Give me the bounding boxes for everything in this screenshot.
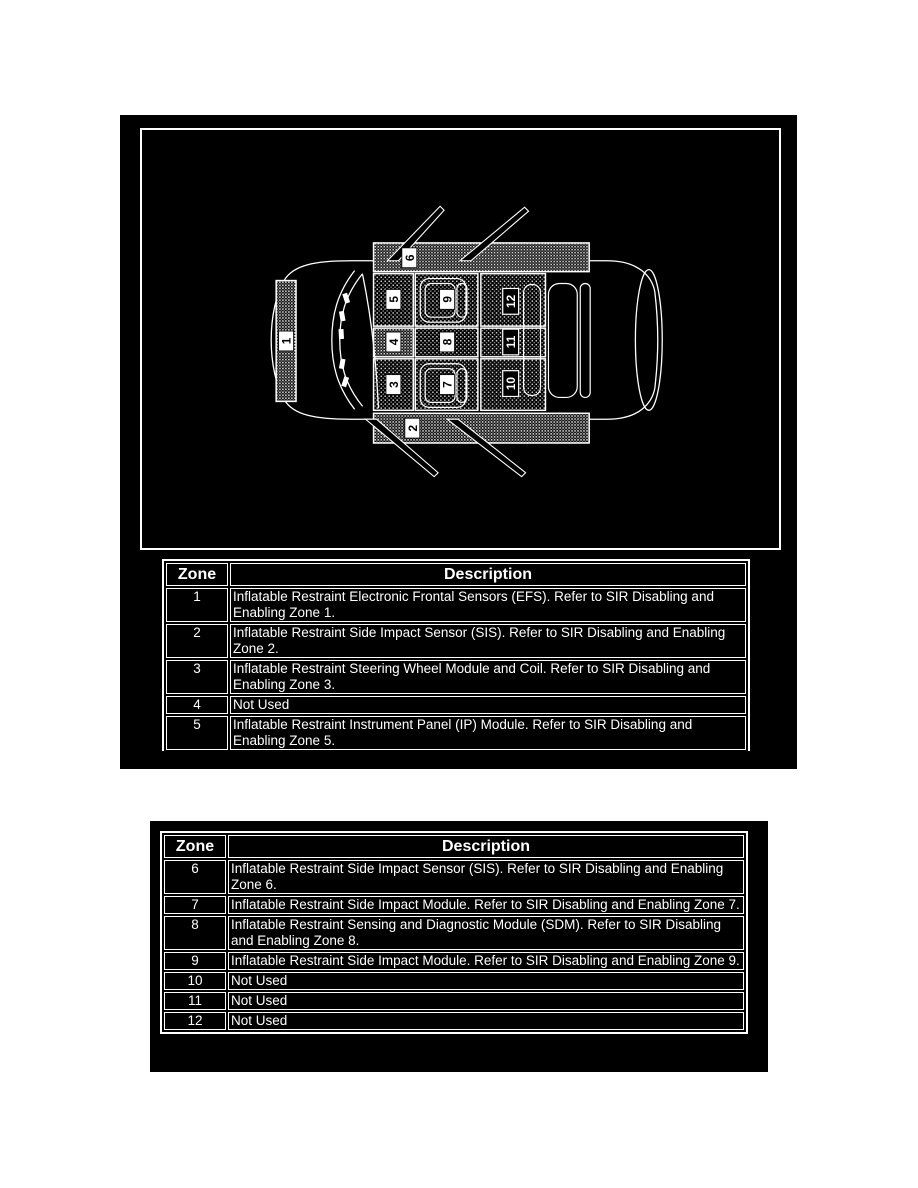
table-row (166, 716, 746, 750)
zone-column-header: Zone (166, 563, 228, 586)
svg-text:10: 10 (504, 376, 519, 391)
zone-cell: 6 (164, 860, 226, 894)
table-row (164, 972, 744, 990)
svg-text:5: 5 (386, 296, 401, 303)
description-cell: Inflatable Restraint Sensing and Diagnostic Module (SDM). Refer to SIR Disabling and Enabling Zone 8. (228, 916, 744, 950)
zone-table-1 (162, 559, 750, 751)
svg-text:3: 3 (386, 381, 401, 388)
table-row (164, 916, 744, 950)
svg-text:7: 7 (440, 381, 455, 388)
zone-cell: 5 (166, 716, 228, 750)
zone-cell: 3 (166, 660, 228, 694)
zone-11-label (503, 329, 519, 355)
zone-cell: 11 (164, 992, 226, 1010)
diagram-panel (120, 115, 797, 769)
description-cell: Not Used (228, 992, 744, 1010)
zone-cell: 4 (166, 696, 228, 714)
zone-cell: 12 (164, 1012, 226, 1030)
description-column-header: Description (228, 835, 744, 858)
zone-2-label (405, 418, 420, 438)
svg-text:8: 8 (440, 338, 455, 346)
zone-cell: 1 (166, 588, 228, 622)
zone-cell: 9 (164, 952, 226, 970)
zone-cell: 8 (164, 916, 226, 950)
svg-text:9: 9 (440, 296, 455, 303)
zone-12-label (503, 288, 519, 314)
zone-3-label (386, 375, 401, 395)
wiper-blade (339, 329, 344, 339)
windshield-inner-arc (340, 274, 363, 407)
zone-9-label (440, 289, 455, 309)
table-row (164, 992, 744, 1010)
zone-column-header: Zone (164, 835, 226, 858)
vehicle-top-view-diagram (142, 130, 779, 548)
table-row (166, 660, 746, 694)
vehicle-diagram-frame (140, 128, 781, 550)
zone-4-label (386, 332, 401, 352)
zone-1-label (279, 331, 294, 351)
description-cell: Not Used (228, 972, 744, 990)
zone-10-label (503, 371, 519, 397)
description-cell: Inflatable Restraint Instrument Panel (IP) Module. Refer to SIR Disabling and Enabling Zone 5. (230, 716, 746, 750)
description-cell: Inflatable Restraint Steering Wheel Module and Coil. Refer to SIR Disabling and Enabling Zone 3. (230, 660, 746, 694)
description-cell: Inflatable Restraint Side Impact Module. Refer to SIR Disabling and Enabling Zone 7. (228, 896, 744, 914)
zone-table-1-container (162, 559, 754, 751)
zone-6-label (402, 248, 417, 268)
description-cell: Inflatable Restraint Electronic Frontal Sensors (EFS). Refer to SIR Disabling and Enabling Zone 1. (230, 588, 746, 622)
zone-8-label (440, 332, 455, 352)
description-cell: Not Used (230, 696, 746, 714)
table-row (164, 1012, 744, 1030)
zone-5-label (386, 289, 401, 309)
svg-text:11: 11 (504, 335, 519, 349)
zone-cell: 7 (164, 896, 226, 914)
table-header-row (164, 835, 744, 858)
description-cell: Not Used (228, 1012, 744, 1030)
description-cell: Inflatable Restraint Side Impact Sensor (SIS). Refer to SIR Disabling and Enabling Zone 2. (230, 624, 746, 658)
wiper-blade (339, 311, 346, 322)
svg-text:12: 12 (504, 294, 519, 308)
zone-table-2-panel (150, 821, 768, 1072)
description-cell: Inflatable Restraint Side Impact Sensor (SIS). Refer to SIR Disabling and Enabling Zone 6. (228, 860, 744, 894)
wiper-blade (339, 359, 346, 370)
description-column-header: Description (230, 563, 746, 586)
zone-cell: 10 (164, 972, 226, 990)
svg-text:6: 6 (402, 254, 417, 262)
zone-table-2 (160, 831, 748, 1034)
table-row (166, 588, 746, 622)
table-header-row (166, 563, 746, 586)
svg-text:1: 1 (279, 337, 294, 345)
table-row (166, 696, 746, 714)
zone-table-2-container (160, 831, 748, 1034)
zone-cell: 2 (166, 624, 228, 658)
svg-text:4: 4 (386, 338, 401, 346)
svg-text:2: 2 (405, 424, 420, 432)
table-row (164, 860, 744, 894)
zone-7-label (440, 375, 455, 395)
table-row (166, 624, 746, 658)
table-row (164, 952, 744, 970)
description-cell: Inflatable Restraint Side Impact Module. Refer to SIR Disabling and Enabling Zone 9. (228, 952, 744, 970)
table-row (164, 896, 744, 914)
